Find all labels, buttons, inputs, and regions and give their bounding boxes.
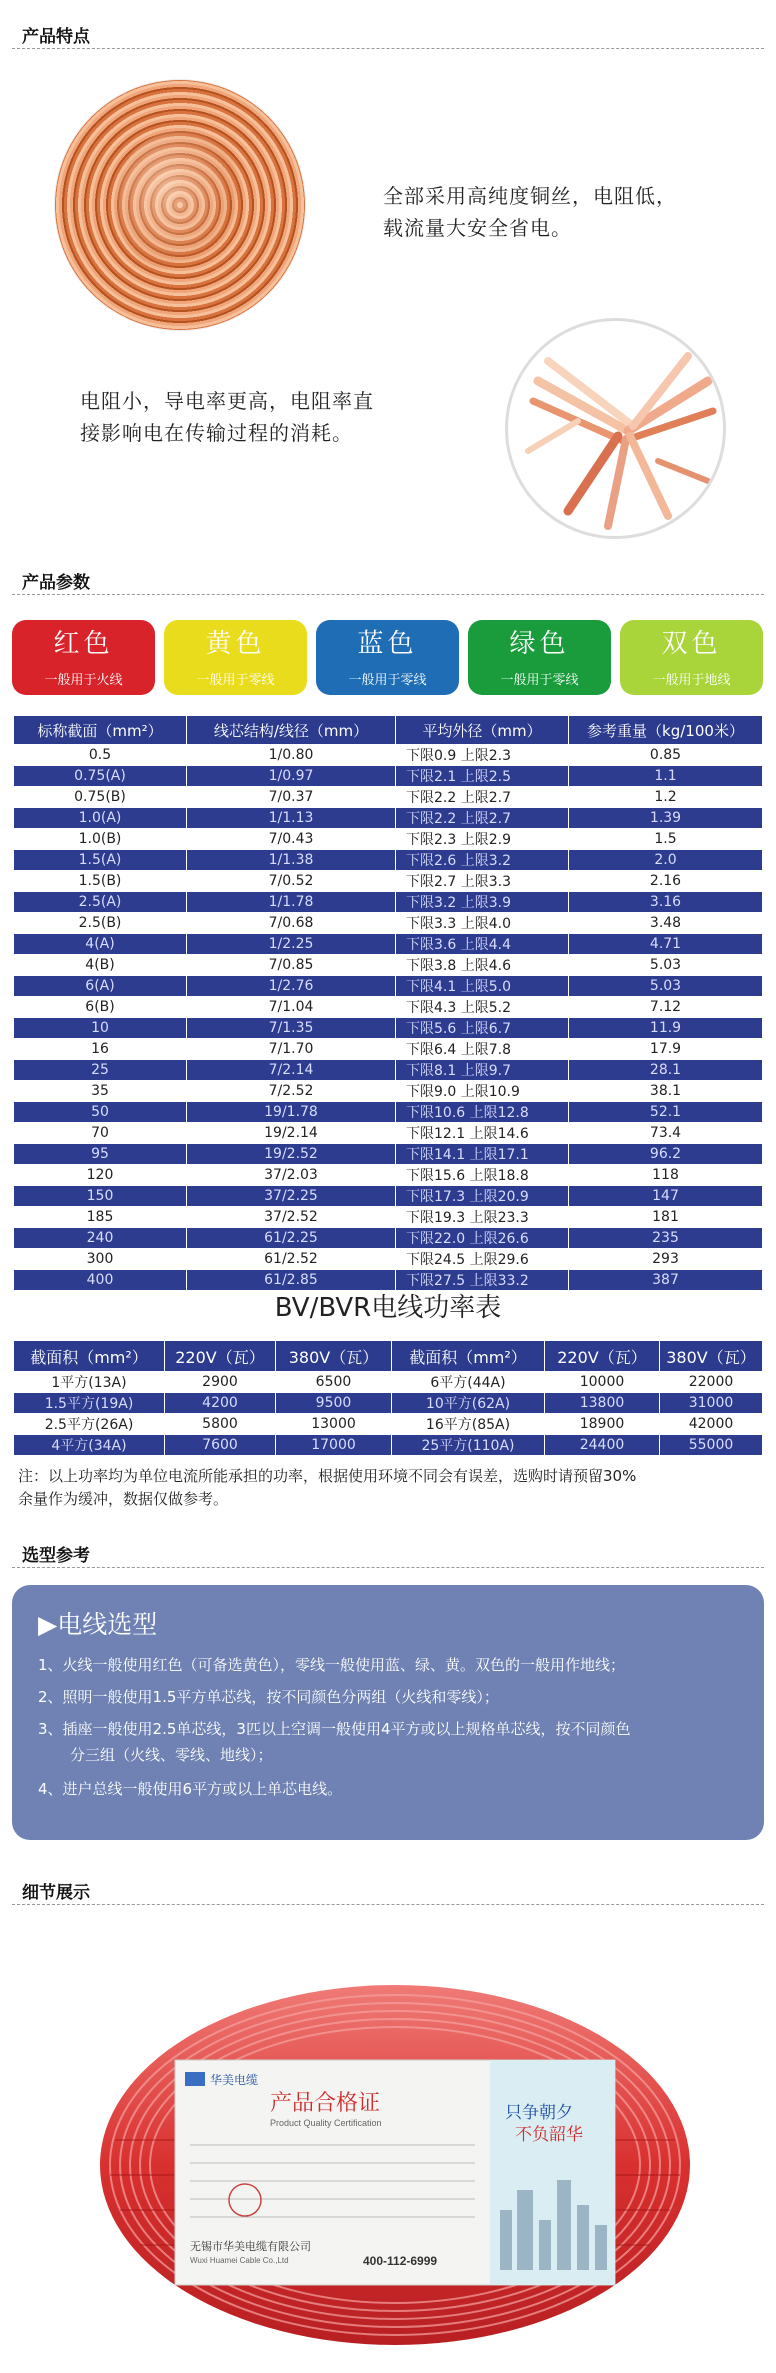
power-cell: 42000: [660, 1414, 763, 1435]
selection-item: 3、插座一般使用2.5单芯线，3匹以上空调一般使用4平方或以上规格单芯线，按不同颜色: [38, 1720, 631, 1738]
power-row: [14, 1372, 763, 1393]
power-cell: 22000: [660, 1372, 763, 1393]
param-cell: 61/2.85: [187, 1270, 396, 1291]
param-cell: 95: [14, 1144, 187, 1165]
color-card-name: 黄色: [205, 629, 266, 659]
param-cell: 35: [14, 1081, 187, 1102]
power-table: [13, 1340, 763, 1456]
param-cell: 7/0.85: [187, 955, 396, 976]
param-cell: 下限4.1 上限5.0: [396, 976, 569, 997]
param-cell: 1/2.25: [187, 934, 396, 955]
param-header-cell: 平均外径（mm）: [396, 716, 569, 745]
param-row: [14, 1165, 763, 1186]
param-cell: 7/2.14: [187, 1060, 396, 1081]
param-cell: 235: [569, 1228, 763, 1249]
param-cell: 下限24.5 上限29.6: [396, 1249, 569, 1270]
power-cell: 25平方(110A): [392, 1435, 545, 1456]
power-cell: 4平方(34A): [14, 1435, 165, 1456]
param-row: [14, 1249, 763, 1270]
param-cell: 6(B): [14, 997, 187, 1018]
power-cell: 5800: [165, 1414, 276, 1435]
power-cell: 4200: [165, 1393, 276, 1414]
wire-coil-drawing: [95, 1960, 695, 2350]
param-row: [14, 997, 763, 1018]
param-cell: 5.03: [569, 955, 763, 976]
color-card: [316, 620, 459, 695]
param-cell: 下限2.6 上限3.2: [396, 850, 569, 871]
param-row: [14, 892, 763, 913]
param-cell: 下限3.2 上限3.9: [396, 892, 569, 913]
param-header-cell: 线芯结构/线径（mm）: [187, 716, 396, 745]
selection-heading: ▶电线选型: [38, 1610, 158, 1639]
feature-text-2-line-2: 接影响电在传输过程的消耗。: [80, 421, 353, 445]
color-card-name: 蓝色: [357, 629, 418, 659]
power-cell: 16平方(85A): [392, 1414, 545, 1435]
param-table: [13, 715, 763, 1291]
param-cell: 0.75(B): [14, 787, 187, 808]
param-cell: 3.48: [569, 913, 763, 934]
param-cell: 37/2.52: [187, 1207, 396, 1228]
param-cell: 1.5(A): [14, 850, 187, 871]
param-cell: 70: [14, 1123, 187, 1144]
power-cell: 9500: [276, 1393, 392, 1414]
param-cell: 下限2.7 上限3.3: [396, 871, 569, 892]
color-card: [12, 620, 155, 695]
param-cell: 2.16: [569, 871, 763, 892]
param-row: [14, 745, 763, 766]
param-cell: 37/2.25: [187, 1186, 396, 1207]
param-row: [14, 1039, 763, 1060]
param-cell: 7/1.35: [187, 1018, 396, 1039]
power-cell: 2900: [165, 1372, 276, 1393]
power-cell: 1平方(13A): [14, 1372, 165, 1393]
param-cell: 1.2: [569, 787, 763, 808]
power-cell: 13000: [276, 1414, 392, 1435]
param-cell: 下限6.4 上限7.8: [396, 1039, 569, 1060]
param-cell: 61/2.52: [187, 1249, 396, 1270]
param-cell: 下限2.3 上限2.9: [396, 829, 569, 850]
feature-text-1-line-2: 载流量大安全省电。: [383, 216, 572, 240]
param-row: [14, 1144, 763, 1165]
param-cell: 下限27.5 上限33.2: [396, 1270, 569, 1291]
param-cell: 下限2.1 上限2.5: [396, 766, 569, 787]
power-header-cell: 380V（瓦）: [660, 1341, 763, 1372]
label-phone: 400-112-6999: [363, 2254, 438, 2268]
param-cell: 5.03: [569, 976, 763, 997]
power-note-line-2: 余量作为缓冲，数据仅做参考。: [18, 1490, 229, 1508]
param-cell: 下限10.6 上限12.8: [396, 1102, 569, 1123]
param-cell: 120: [14, 1165, 187, 1186]
color-card-name: 双色: [661, 629, 722, 659]
param-row: [14, 913, 763, 934]
param-cell: 下限14.1 上限17.1: [396, 1144, 569, 1165]
param-cell: 7/1.70: [187, 1039, 396, 1060]
param-header-cell: 标称截面（mm²）: [14, 716, 187, 745]
wire-coil-photo: [95, 1960, 695, 2350]
param-row: [14, 934, 763, 955]
power-header-cell: 截面积（mm²）: [14, 1341, 165, 1372]
param-cell: 0.75(A): [14, 766, 187, 787]
param-cell: 下限0.9 上限2.3: [396, 745, 569, 766]
param-cell: 0.85: [569, 745, 763, 766]
param-cell: 下限22.0 上限26.6: [396, 1228, 569, 1249]
param-row: [14, 1186, 763, 1207]
param-cell: 7/0.43: [187, 829, 396, 850]
param-cell: 2.5(A): [14, 892, 187, 913]
param-row: [14, 955, 763, 976]
color-card-use: 一般用于火线: [44, 673, 123, 688]
color-card-use: 一般用于地线: [652, 673, 731, 688]
param-row: [14, 766, 763, 787]
param-cell: 28.1: [569, 1060, 763, 1081]
param-cell: 3.16: [569, 892, 763, 913]
param-cell: 0.5: [14, 745, 187, 766]
power-table-header-row: [14, 1341, 763, 1372]
power-cell: 13800: [545, 1393, 660, 1414]
feature-text-2-line-1: 电阻小，导电率更高，电阻率直: [80, 389, 374, 413]
color-card: [620, 620, 763, 695]
param-cell: 16: [14, 1039, 187, 1060]
power-cell: 10平方(62A): [392, 1393, 545, 1414]
param-cell: 下限3.6 上限4.4: [396, 934, 569, 955]
label-cert-en: Product Quality Certification: [270, 2118, 382, 2128]
param-cell: 1/1.78: [187, 892, 396, 913]
param-cell: 1.5(B): [14, 871, 187, 892]
param-row: [14, 976, 763, 997]
copper-strands-image: [505, 318, 726, 539]
color-card-use: 一般用于零线: [348, 673, 427, 688]
section-title-features: 产品特点: [22, 27, 90, 47]
label-company-en: Wuxi Huamei Cable Co.,Ltd: [190, 2256, 289, 2265]
param-cell: 17.9: [569, 1039, 763, 1060]
param-cell: 293: [569, 1249, 763, 1270]
param-row: [14, 1060, 763, 1081]
param-cell: 下限2.2 上限2.7: [396, 787, 569, 808]
power-cell: 18900: [545, 1414, 660, 1435]
feature-text-1-line-1: 全部采用高纯度铜丝，电阻低，: [383, 184, 677, 208]
selection-item: 分三组（火线、零线、地线）；: [70, 1746, 273, 1764]
param-row: [14, 1207, 763, 1228]
power-note: [18, 1465, 758, 1511]
param-cell: 下限8.1 上限9.7: [396, 1060, 569, 1081]
section-divider: [12, 48, 764, 49]
param-cell: 下限19.3 上限23.3: [396, 1207, 569, 1228]
param-header-cell: 参考重量（kg/100米）: [569, 716, 763, 745]
selection-item: 4、进户总线一般使用6平方或以上单芯电线。: [38, 1780, 343, 1798]
param-cell: 4.71: [569, 934, 763, 955]
feature-text-2: [80, 385, 374, 449]
param-row: [14, 1228, 763, 1249]
param-cell: 185: [14, 1207, 187, 1228]
section-divider: [12, 594, 764, 595]
power-table-title: BV/BVR电线功率表: [274, 1293, 502, 1323]
param-cell: 147: [569, 1186, 763, 1207]
param-cell: 52.1: [569, 1102, 763, 1123]
power-cell: 10000: [545, 1372, 660, 1393]
param-row: [14, 1081, 763, 1102]
power-cell: 17000: [276, 1435, 392, 1456]
param-cell: 38.1: [569, 1081, 763, 1102]
param-cell: 下限4.3 上限5.2: [396, 997, 569, 1018]
color-card-use: 一般用于零线: [500, 673, 579, 688]
param-cell: 7/2.52: [187, 1081, 396, 1102]
param-cell: 240: [14, 1228, 187, 1249]
power-cell: 7600: [165, 1435, 276, 1456]
power-cell: 1.5平方(19A): [14, 1393, 165, 1414]
param-cell: 1.0(A): [14, 808, 187, 829]
feature-text-1: [383, 180, 677, 244]
param-cell: 下限3.3 上限4.0: [396, 913, 569, 934]
param-cell: 11.9: [569, 1018, 763, 1039]
selection-guide-box: [12, 1585, 764, 1840]
param-cell: 6(A): [14, 976, 187, 997]
param-cell: 7.12: [569, 997, 763, 1018]
power-cell: 6500: [276, 1372, 392, 1393]
param-row: [14, 787, 763, 808]
copper-strands-drawing: [508, 321, 723, 536]
param-cell: 4(A): [14, 934, 187, 955]
param-cell: 73.4: [569, 1123, 763, 1144]
color-card-name: 绿色: [509, 629, 570, 659]
color-cards: [12, 620, 764, 695]
param-cell: 387: [569, 1270, 763, 1291]
param-cell: 1/0.97: [187, 766, 396, 787]
param-cell: 下限12.1 上限14.6: [396, 1123, 569, 1144]
param-cell: 1/0.80: [187, 745, 396, 766]
param-cell: 2.0: [569, 850, 763, 871]
power-header-cell: 380V（瓦）: [276, 1341, 392, 1372]
param-row: [14, 1018, 763, 1039]
param-cell: 4(B): [14, 955, 187, 976]
section-title-details: 细节展示: [22, 1883, 90, 1903]
param-table-header-row: [14, 716, 763, 745]
param-row: [14, 850, 763, 871]
param-cell: 下限17.3 上限20.9: [396, 1186, 569, 1207]
param-row: [14, 1102, 763, 1123]
param-cell: 50: [14, 1102, 187, 1123]
param-cell: 下限9.0 上限10.9: [396, 1081, 569, 1102]
color-card-name: 红色: [53, 629, 114, 659]
param-cell: 10: [14, 1018, 187, 1039]
color-card: [468, 620, 611, 695]
param-cell: 1/1.38: [187, 850, 396, 871]
param-cell: 300: [14, 1249, 187, 1270]
param-cell: 下限15.6 上限18.8: [396, 1165, 569, 1186]
param-cell: 400: [14, 1270, 187, 1291]
param-cell: 181: [569, 1207, 763, 1228]
param-cell: 1/2.76: [187, 976, 396, 997]
param-cell: 7/0.52: [187, 871, 396, 892]
param-cell: 96.2: [569, 1144, 763, 1165]
param-row: [14, 808, 763, 829]
selection-item: 1、火线一般使用红色（可备选黄色），零线一般使用蓝、绿、黄。双色的一般用作地线；: [38, 1656, 626, 1674]
param-cell: 1.0(B): [14, 829, 187, 850]
section-divider: [12, 1567, 764, 1568]
power-cell: 55000: [660, 1435, 763, 1456]
selection-item: 2、照明一般使用1.5平方单芯线，按不同颜色分两组（火线和零线）；: [38, 1688, 499, 1706]
param-cell: 下限2.2 上限2.7: [396, 808, 569, 829]
param-cell: 37/2.03: [187, 1165, 396, 1186]
power-header-cell: 220V（瓦）: [165, 1341, 276, 1372]
param-cell: 7/0.68: [187, 913, 396, 934]
param-cell: 7/1.04: [187, 997, 396, 1018]
section-divider: [12, 1904, 764, 1905]
section-title-selection: 选型参考: [22, 1546, 90, 1566]
param-cell: 7/0.37: [187, 787, 396, 808]
power-header-cell: 220V（瓦）: [545, 1341, 660, 1372]
label-company: 无锡市华美电缆有限公司: [190, 2241, 311, 2253]
param-row: [14, 1123, 763, 1144]
param-cell: 下限3.8 上限4.6: [396, 955, 569, 976]
param-cell: 61/2.25: [187, 1228, 396, 1249]
power-cell: 6平方(44A): [392, 1372, 545, 1393]
label-slogan-2: 不负韶华: [515, 2125, 583, 2144]
param-cell: 1.5: [569, 829, 763, 850]
copper-coil-image: [55, 80, 305, 330]
param-cell: 19/2.52: [187, 1144, 396, 1165]
param-cell: 1.1: [569, 766, 763, 787]
param-cell: 25: [14, 1060, 187, 1081]
power-note-line-1: 注：以上功率均为单位电流所能承担的功率，根据使用环境不同会有误差，选购时请预留30%: [18, 1467, 637, 1485]
color-card: [164, 620, 307, 695]
power-row: [14, 1435, 763, 1456]
label-slogan-1: 只争朝夕: [505, 2103, 573, 2122]
power-cell: 31000: [660, 1393, 763, 1414]
power-row: [14, 1393, 763, 1414]
label-cert-title: 产品合格证: [270, 2090, 381, 2115]
param-cell: 1/1.13: [187, 808, 396, 829]
param-cell: 150: [14, 1186, 187, 1207]
power-cell: 24400: [545, 1435, 660, 1456]
param-row: [14, 871, 763, 892]
power-header-cell: 截面积（mm²）: [392, 1341, 545, 1372]
color-card-use: 一般用于零线: [196, 673, 275, 688]
power-cell: 2.5平方(26A): [14, 1414, 165, 1435]
param-row: [14, 829, 763, 850]
section-title-params: 产品参数: [22, 573, 90, 593]
power-row: [14, 1414, 763, 1435]
param-cell: 19/1.78: [187, 1102, 396, 1123]
param-cell: 下限5.6 上限6.7: [396, 1018, 569, 1039]
param-cell: 118: [569, 1165, 763, 1186]
param-cell: 1.39: [569, 808, 763, 829]
param-cell: 19/2.14: [187, 1123, 396, 1144]
label-brand: 华美电缆: [210, 2073, 259, 2087]
param-cell: 2.5(B): [14, 913, 187, 934]
